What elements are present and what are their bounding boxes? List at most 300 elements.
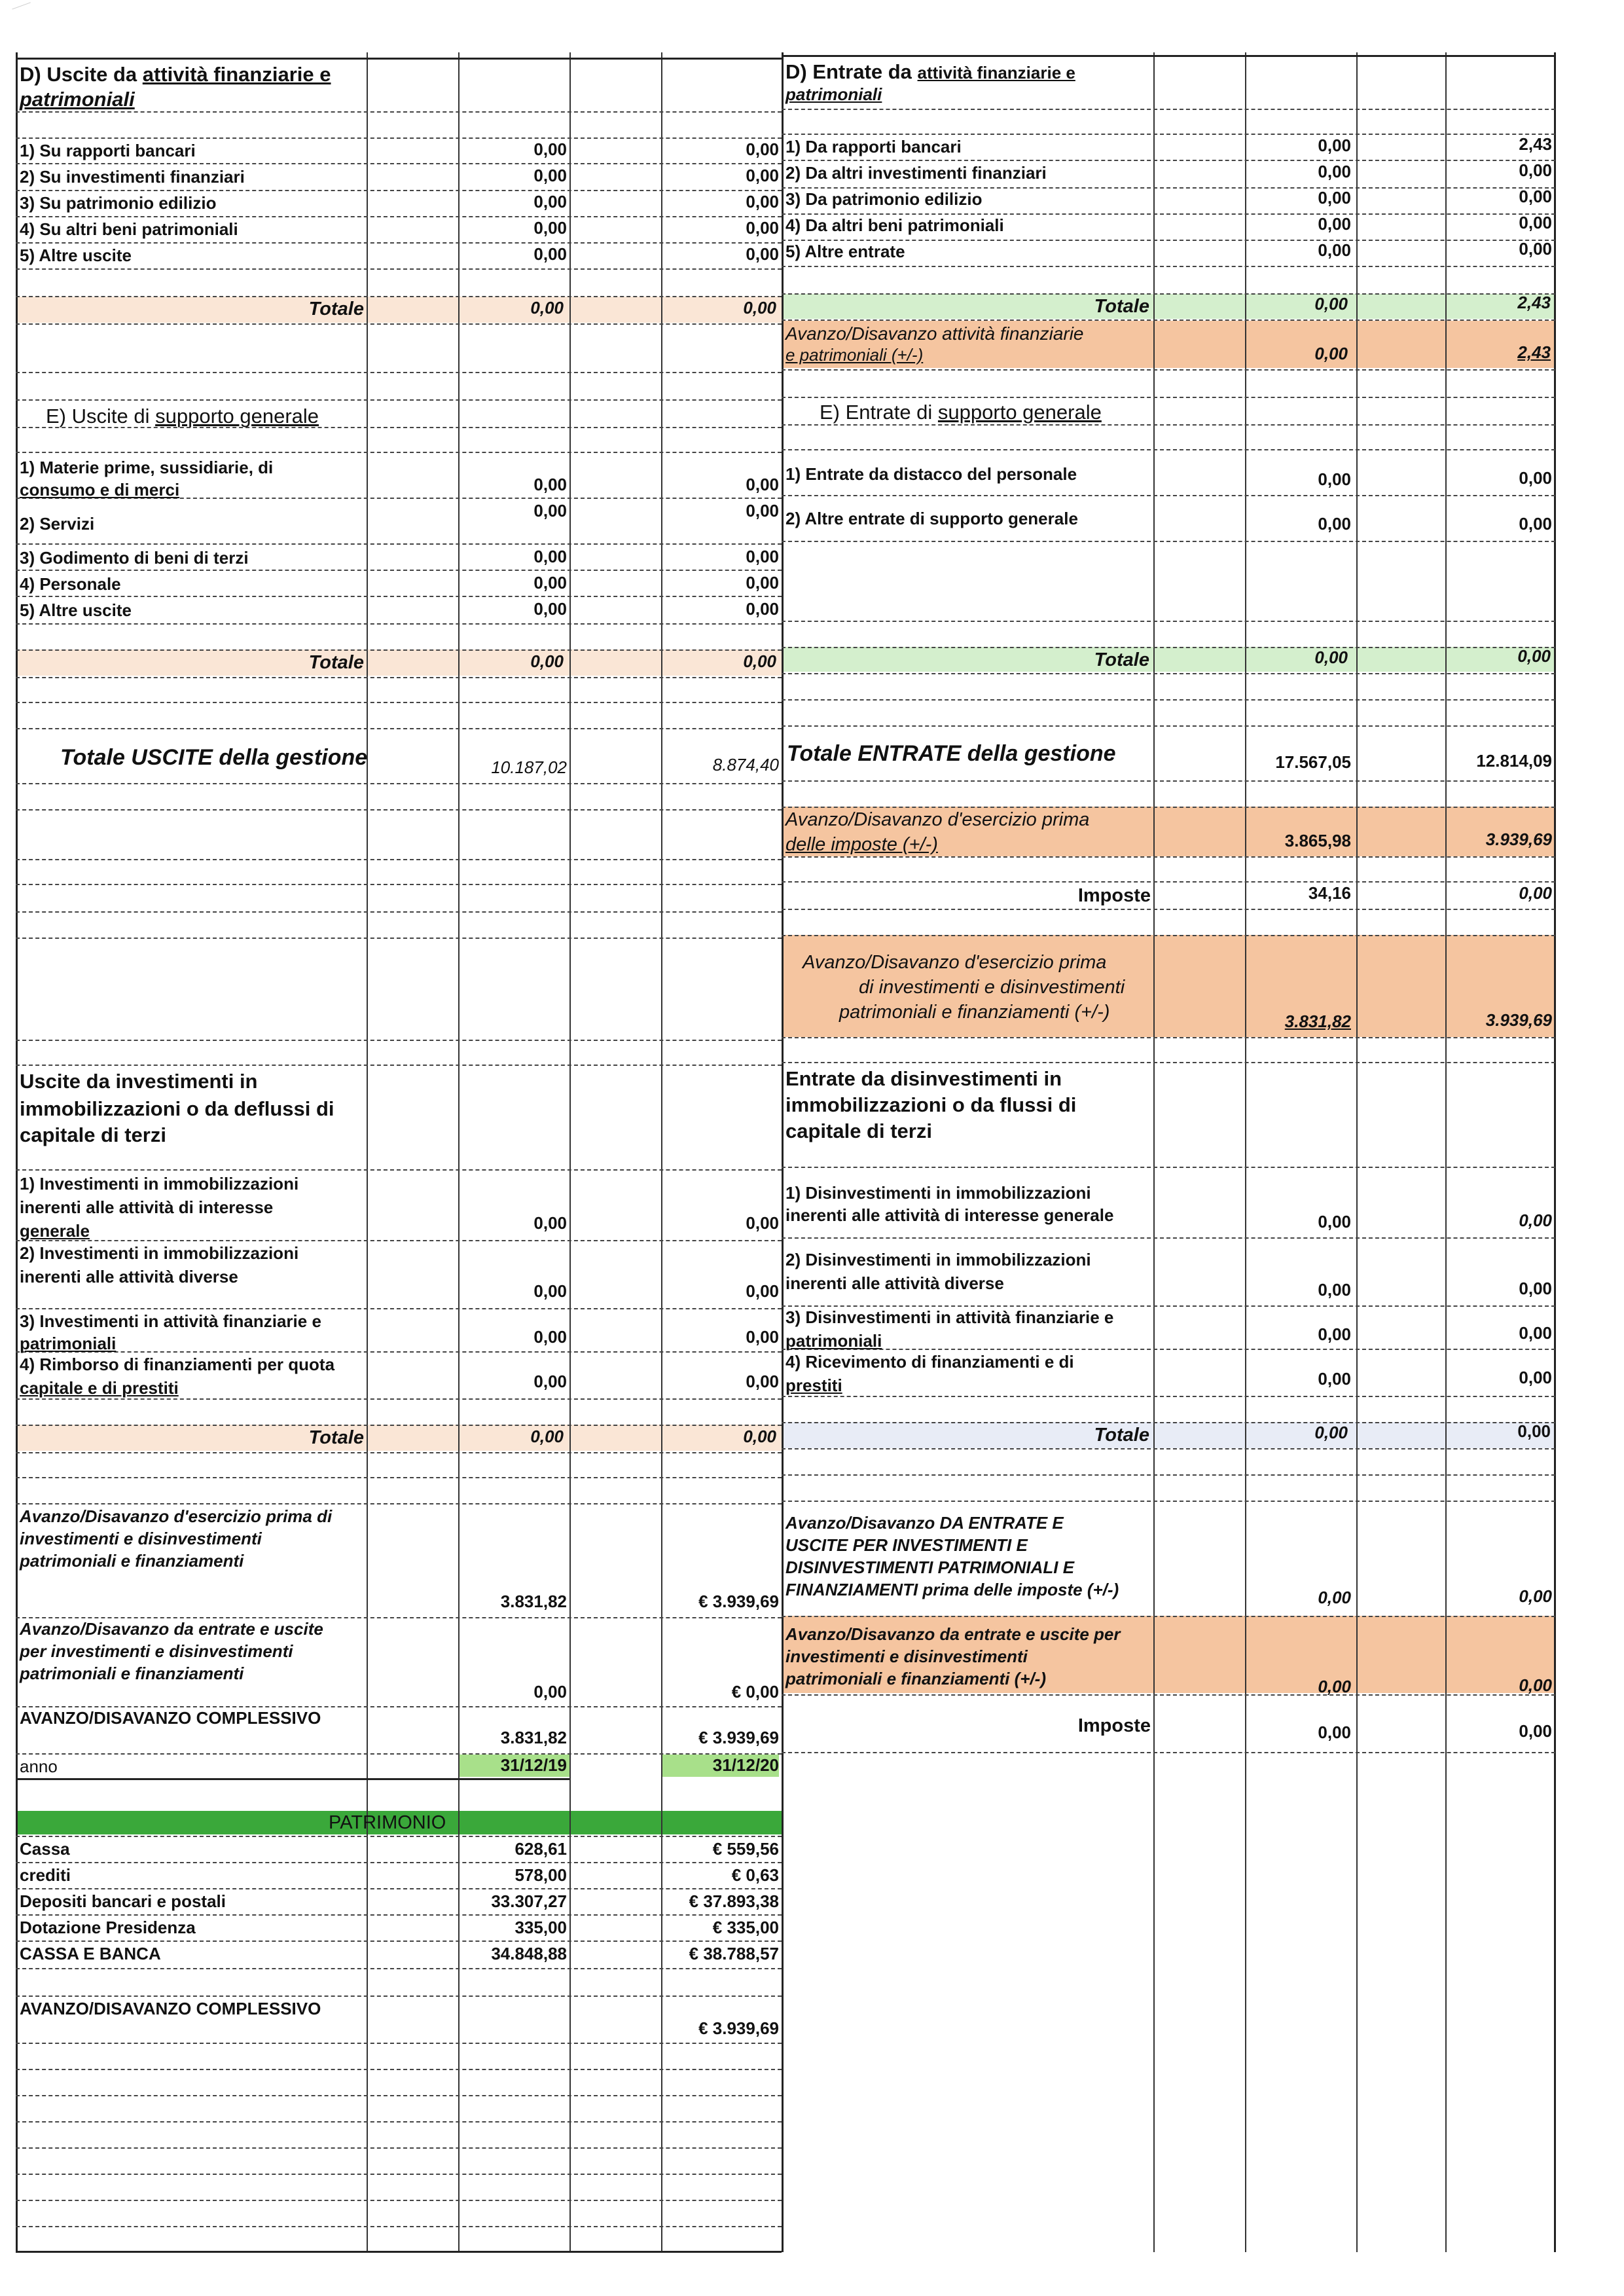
- left-inv-row-v2: 0,00: [746, 1327, 779, 1347]
- grid-line: [782, 397, 1555, 398]
- right-dis-row-label: 4) Ricevimento di finanziamenti e di: [785, 1352, 1074, 1372]
- grid-line: [16, 1706, 782, 1707]
- left-e-row-label: 1) Materie prime, sussidiarie, di: [20, 458, 274, 477]
- left-summary-v1: 0,00: [533, 1682, 567, 1702]
- right-d-title: D) Entrate da attività finanziarie e: [785, 60, 1075, 83]
- grid-line: [16, 1398, 782, 1400]
- grid-line: [16, 216, 782, 217]
- grid-line: [16, 452, 782, 453]
- left-d-row-v2: 0,00: [746, 166, 779, 185]
- avanzo-invest-label: Avanzo/Disavanzo d'esercizio prima: [803, 952, 1107, 973]
- grid-line: [1153, 52, 1155, 2252]
- grid-line: [782, 647, 1555, 648]
- left-e-row-label: 4) Personale: [20, 574, 121, 594]
- right-dis-row-v1: 0,00: [1318, 1369, 1351, 1389]
- grid-line: [16, 570, 782, 571]
- left-inv-title-line2: immobilizzazioni o da deflussi di: [20, 1097, 334, 1120]
- patrimonio-row-label: Dotazione Presidenza: [20, 1918, 196, 1937]
- grid-line: [782, 187, 1555, 189]
- right-d-row-label: 4) Da altri beni patrimoniali: [785, 215, 1004, 235]
- left-d-title-line2: patrimoniali: [20, 88, 135, 111]
- left-summary-v1: 3.831,82: [500, 1592, 567, 1611]
- right-d-avanzo-label-line2: e patrimoniali (+/-): [785, 345, 924, 365]
- right-e-row-label: 2) Altre entrate di supporto generale: [785, 509, 1078, 528]
- grid-line: [782, 160, 1555, 161]
- avanzo-invest-v1: 3.831,82: [1284, 1011, 1351, 1031]
- right-dis-row-v1: 0,00: [1318, 1212, 1351, 1231]
- grid-line: [661, 52, 662, 2252]
- left-e-row-v1: 0,00: [533, 547, 567, 566]
- avanzo-invest-label-line3: patrimoniali e finanziamenti (+/-): [839, 1002, 1110, 1023]
- grid-line: [782, 293, 1555, 295]
- left-inv-total-v1: 0,00: [530, 1427, 564, 1446]
- left-inv-row-v2: 0,00: [746, 1372, 779, 1391]
- grid-line: [782, 1501, 1555, 1502]
- grid-line: [16, 938, 782, 939]
- right-dis-title-line3: capitale di terzi: [785, 1120, 932, 1142]
- totale-uscite-v2: 8.874,40: [712, 755, 779, 774]
- grid-line: [782, 424, 1555, 426]
- grid-line: [782, 1752, 1555, 1753]
- left-e-total-label: Totale: [308, 652, 364, 673]
- right-avanzo-uscite-label-line3: patrimoniali e finanziamenti (+/-): [785, 1669, 1046, 1688]
- left-e-row-label-line2: consumo e di merci: [20, 480, 180, 500]
- left-e-row-label: 2) Servizi: [20, 514, 95, 534]
- grid-line: [16, 1351, 782, 1353]
- patrimonio-row-v2: € 0,63: [731, 1865, 779, 1885]
- grid-line: [16, 884, 782, 885]
- grid-line: [16, 1169, 782, 1171]
- grid-line: [16, 2043, 782, 2044]
- grid-line: [16, 2147, 782, 2149]
- grid-line: [16, 1617, 782, 1618]
- left-inv-row-v1: 0,00: [533, 1327, 567, 1347]
- grid-line: [16, 702, 782, 703]
- grid-line: [16, 1778, 569, 1780]
- left-inv-total-v2: 0,00: [743, 1427, 776, 1446]
- left-inv-row-label-line2: capitale e di prestiti: [20, 1378, 179, 1398]
- left-e-row-v1: 0,00: [533, 599, 567, 619]
- grid-line: [782, 109, 1555, 110]
- grid-line: [16, 623, 782, 625]
- right-d-total-band: [783, 294, 1554, 319]
- grid-line: [16, 677, 782, 678]
- grid-line: [782, 780, 1555, 782]
- left-d-row-v2: 0,00: [746, 218, 779, 238]
- left-e-row-v1: 0,00: [533, 501, 567, 520]
- scan-mark: [12, 2, 33, 18]
- right-d-row-v2: 0,00: [1519, 160, 1552, 180]
- left-d-row-v2: 0,00: [746, 139, 779, 159]
- grid-line: [782, 1349, 1555, 1350]
- grid-line: [16, 1941, 782, 1942]
- grid-line: [16, 859, 782, 860]
- right-e-title: E) Entrate di supporto generale: [820, 401, 1102, 424]
- left-summary-label: Avanzo/Disavanzo da entrate e uscite: [20, 1619, 323, 1639]
- right-dis-row-label: 1) Disinvestimenti in immobilizzazioni: [785, 1183, 1091, 1203]
- right-d-title-line2: patrimoniali: [785, 84, 882, 104]
- right-dis-row-v2: 0,00: [1519, 1211, 1552, 1230]
- grid-line: [782, 449, 1555, 450]
- grid-line: [16, 1065, 782, 1066]
- grid-line: [1554, 52, 1556, 2252]
- imposte2-label: Imposte: [1077, 1715, 1151, 1736]
- right-dis-total-v1: 0,00: [1314, 1423, 1348, 1442]
- totale-entrate-v1: 17.567,05: [1275, 752, 1351, 772]
- patrimonio-row-v2: € 559,56: [712, 1839, 779, 1859]
- grid-line: [782, 495, 1555, 496]
- right-d-total-v2: 2,43: [1517, 293, 1551, 312]
- grid-line: [782, 1396, 1555, 1397]
- left-e-row-v1: 0,00: [533, 475, 567, 494]
- right-dis-row-v2: 0,00: [1519, 1323, 1552, 1343]
- patrimonio-row-v2: € 38.788,57: [689, 1944, 779, 1963]
- grid-line: [16, 1477, 782, 1478]
- right-dis-row-v2: 0,00: [1519, 1279, 1552, 1298]
- patrimonio-row-v1: 33.307,27: [491, 1891, 567, 1911]
- grid-line: [569, 52, 571, 2252]
- right-d-row-v1: 0,00: [1318, 162, 1351, 181]
- left-summary-label-line3: patrimoniali e finanziamenti: [20, 1664, 244, 1683]
- left-e-title: E) Uscite di supporto generale: [46, 405, 319, 428]
- grid-line: [16, 2174, 782, 2175]
- grid-line: [782, 1305, 1555, 1307]
- grid-line: [782, 909, 1555, 910]
- patrimonio-row-v2: € 335,00: [712, 1918, 779, 1937]
- right-d-row-v2: 0,00: [1519, 213, 1552, 232]
- grid-line: [782, 1237, 1555, 1239]
- grid-line: [782, 881, 1555, 883]
- left-summary-v2: € 0,00: [731, 1682, 779, 1702]
- grid-line: [782, 856, 1555, 858]
- patrimonio-row-v1: 34.848,88: [491, 1944, 567, 1963]
- left-d-row-v2: 0,00: [746, 244, 779, 264]
- grid-line: [16, 111, 782, 113]
- avanzo-imposte-label-line2: delle imposte (+/-): [785, 834, 938, 855]
- right-avanzo-uscite-label: Avanzo/Disavanzo da entrate e uscite per: [785, 1624, 1121, 1644]
- left-e-total-v2: 0,00: [743, 651, 776, 671]
- right-e-row-v2: 0,00: [1519, 514, 1552, 534]
- grid-line: [16, 1308, 782, 1309]
- right-dis-row-v2: 0,00: [1519, 1368, 1552, 1387]
- grid-line: [782, 1616, 1555, 1617]
- left-e-row-v2: 0,00: [746, 547, 779, 566]
- anno-v2: 31/12/20: [712, 1755, 779, 1775]
- right-avanzo-entrate-label: Avanzo/Disavanzo DA ENTRATE E: [785, 1513, 1064, 1533]
- grid-line: [16, 1968, 782, 1969]
- grid-line: [16, 2069, 782, 2070]
- left-e-row-label: 5) Altre uscite: [20, 600, 132, 620]
- grid-line: [782, 699, 1555, 701]
- grid-line: [16, 1753, 782, 1755]
- patrimonio-row-label: Depositi bancari e postali: [20, 1891, 226, 1911]
- grid-line: [782, 213, 1555, 215]
- left-e-row-label: 3) Godimento di beni di terzi: [20, 548, 249, 568]
- grid-line: [16, 399, 782, 401]
- patrimonio-row-v1: 335,00: [514, 1918, 567, 1937]
- grid-line: [16, 2095, 782, 2096]
- left-d-row-v1: 0,00: [533, 166, 567, 185]
- grid-line: [16, 52, 18, 2252]
- grid-line: [16, 809, 782, 811]
- left-d-total-v2: 0,00: [743, 298, 776, 318]
- imposte2-v2: 0,00: [1519, 1721, 1552, 1741]
- left-d-row-label: 5) Altre uscite: [20, 246, 132, 265]
- right-d-row-label: 2) Da altri investimenti finanziari: [785, 163, 1047, 183]
- grid-line: [16, 1503, 782, 1504]
- right-d-total-label: Totale: [1094, 296, 1149, 317]
- left-e-row-v1: 0,00: [533, 573, 567, 592]
- left-complessivo-v2: € 3.939,69: [698, 1728, 779, 1747]
- avanzo-invest-label-line2: di investimenti e disinvestimenti: [859, 977, 1125, 998]
- left-inv-row-label: 2) Investimenti in immobilizzazioni: [20, 1243, 299, 1263]
- left-d-row-label: 4) Su altri beni patrimoniali: [20, 219, 238, 239]
- right-avanzo-uscite-label-line2: investimenti e disinvestimenti: [785, 1647, 1028, 1666]
- left-e-row-v2: 0,00: [746, 599, 779, 619]
- grid-line: [16, 1240, 782, 1241]
- left-inv-row-label: 1) Investimenti in immobilizzazioni: [20, 1174, 299, 1194]
- left-d-total-band: [17, 297, 782, 323]
- left-d-row-v2: 0,00: [746, 192, 779, 211]
- left-e-row-v2: 0,00: [746, 573, 779, 592]
- right-d-row-v1: 0,00: [1318, 136, 1351, 155]
- right-dis-total-label: Totale: [1094, 1425, 1149, 1446]
- right-dis-total-v2: 0,00: [1517, 1421, 1551, 1441]
- left-inv-row-label-line3: generale: [20, 1221, 90, 1241]
- patrimonio-row-v1: 628,61: [514, 1839, 567, 1859]
- grid-line: [782, 1167, 1555, 1168]
- avanzo-imposte-v1: 3.865,98: [1284, 831, 1351, 850]
- left-d-row-label: 1) Su rapporti bancari: [20, 141, 196, 160]
- grid-line: [782, 1062, 1555, 1063]
- grid-line: [782, 673, 1555, 674]
- grid-line: [16, 1888, 782, 1889]
- grid-line: [16, 268, 782, 270]
- grid-line: [16, 58, 782, 60]
- right-dis-row-label-line2: patrimoniali: [785, 1331, 882, 1351]
- left-e-row-v2: 0,00: [746, 475, 779, 494]
- totale-uscite-label: Totale USCITE della gestione: [60, 745, 368, 770]
- left-summary-label: Avanzo/Disavanzo d'esercizio prima di: [20, 1506, 333, 1526]
- grid-line: [16, 2226, 782, 2227]
- imposte2-v1: 0,00: [1318, 1722, 1351, 1742]
- imposte-v1: 34,16: [1308, 883, 1351, 903]
- grid-line: [782, 1037, 1555, 1038]
- grid-line: [16, 296, 782, 297]
- right-e-total-label: Totale: [1094, 649, 1149, 670]
- grid-line: [16, 323, 782, 325]
- grid-line: [16, 2121, 782, 2123]
- totale-uscite-v1: 10.187,02: [491, 757, 567, 777]
- left-inv-total-band: [17, 1425, 782, 1451]
- right-dis-row-label-line2: inerenti alle attività di interesse generale: [785, 1205, 1114, 1225]
- grid-line: [16, 242, 782, 244]
- right-d-avanzo-label: Avanzo/Disavanzo attività finanziarie: [785, 323, 1084, 344]
- grid-line: [782, 52, 784, 2252]
- right-e-row-v1: 0,00: [1318, 514, 1351, 534]
- grid-line: [782, 541, 1555, 542]
- grid-line: [1245, 52, 1246, 2252]
- right-dis-row-v1: 0,00: [1318, 1280, 1351, 1300]
- left-complessivo-label: AVANZO/DISAVANZO COMPLESSIVO: [20, 1708, 321, 1728]
- grid-line: [782, 319, 1555, 321]
- left-inv-row-v1: 0,00: [533, 1281, 567, 1301]
- patrimonio-row-v2: € 37.893,38: [689, 1891, 779, 1911]
- grid-line: [16, 1914, 782, 1916]
- left-d-total-label: Totale: [308, 299, 364, 319]
- left-summary-label-line3: patrimoniali e finanziamenti: [20, 1551, 244, 1571]
- imposte-label: Imposte: [1077, 885, 1151, 906]
- left-inv-row-v1: 0,00: [533, 1372, 567, 1391]
- right-dis-title: Entrate da disinvestimenti in: [785, 1067, 1062, 1090]
- grid-line: [782, 266, 1555, 267]
- left-summary-label-line2: per investimenti e disinvestimenti: [20, 1641, 293, 1661]
- right-dis-row-label: 2) Disinvestimenti in immobilizzazioni: [785, 1250, 1091, 1269]
- right-e-total-band: [783, 647, 1554, 672]
- right-d-row-v1: 0,00: [1318, 188, 1351, 208]
- grid-line: [16, 1425, 782, 1426]
- grid-line: [458, 52, 460, 2252]
- left-inv-total-label: Totale: [308, 1427, 364, 1448]
- grid-line: [16, 783, 782, 784]
- patrimonio-row-label: Cassa: [20, 1839, 70, 1859]
- anno-v1: 31/12/19: [500, 1755, 567, 1775]
- grid-line: [16, 2251, 782, 2253]
- totale-entrate-label: Totale ENTRATE della gestione: [787, 741, 1116, 766]
- left-summary-v2: € 3.939,69: [698, 1592, 779, 1611]
- right-e-total-v1: 0,00: [1314, 647, 1348, 667]
- right-dis-row-label: 3) Disinvestimenti in attività finanziarie e: [785, 1307, 1114, 1327]
- grid-line: [16, 1995, 782, 1997]
- grid-line: [16, 1862, 782, 1863]
- left-d-row-label: 2) Su investimenti finanziari: [20, 167, 245, 187]
- right-dis-row-label-line2: inerenti alle attività diverse: [785, 1273, 1004, 1293]
- right-avanzo-uscite-v2: 0,00: [1519, 1675, 1552, 1695]
- left-d-row-v1: 0,00: [533, 218, 567, 238]
- avanzo-imposte-label: Avanzo/Disavanzo d'esercizio prima: [785, 809, 1090, 830]
- patrimonio-complessivo-label: AVANZO/DISAVANZO COMPLESSIVO: [20, 1999, 321, 2018]
- right-d-row-label: 1) Da rapporti bancari: [785, 137, 962, 156]
- left-d-row-v1: 0,00: [533, 192, 567, 211]
- right-e-row-v1: 0,00: [1318, 469, 1351, 489]
- left-inv-row-label-line2: patrimoniali: [20, 1334, 117, 1353]
- patrimonio-row-v1: 578,00: [514, 1865, 567, 1885]
- left-inv-title-line3: capitale di terzi: [20, 1123, 166, 1146]
- left-e-total-band: [17, 649, 782, 676]
- left-e-total-v1: 0,00: [530, 651, 564, 671]
- grid-line: [782, 621, 1555, 622]
- grid-line: [1356, 52, 1358, 2252]
- grid-line: [782, 1694, 1555, 1696]
- right-avanzo-entrate-label-line2: USCITE PER INVESTIMENTI E: [785, 1535, 1028, 1555]
- right-e-row-label: 1) Entrate da distacco del personale: [785, 464, 1077, 484]
- grid-line: [367, 52, 368, 2252]
- left-inv-title: Uscite da investimenti in: [20, 1070, 258, 1093]
- right-avanzo-entrate-v2: 0,00: [1519, 1586, 1552, 1606]
- right-d-row-label: 3) Da patrimonio edilizio: [785, 189, 983, 209]
- left-d-row-v1: 0,00: [533, 139, 567, 159]
- grid-line: [1445, 52, 1447, 2252]
- left-inv-row-label-line2: inerenti alle attività diverse: [20, 1267, 238, 1286]
- grid-line: [16, 1040, 782, 1041]
- grid-line: [16, 163, 782, 164]
- right-e-row-v2: 0,00: [1519, 468, 1552, 488]
- right-avanzo-entrate-label-line4: FINANZIAMENTI prima delle imposte (+/-): [785, 1580, 1119, 1599]
- grid-line: [782, 134, 1555, 135]
- right-avanzo-entrate-label-line3: DISINVESTIMENTI PATRIMONIALI E: [785, 1558, 1075, 1577]
- grid-line: [16, 137, 782, 139]
- left-d-row-v1: 0,00: [533, 244, 567, 264]
- right-avanzo-uscite-v1: 0,00: [1318, 1677, 1351, 1696]
- grid-line: [16, 543, 782, 545]
- grid-line: [16, 372, 782, 373]
- grid-line: [16, 2200, 782, 2201]
- grid-line: [782, 935, 1555, 936]
- grid-line: [782, 725, 1555, 727]
- grid-line: [782, 1422, 1555, 1423]
- left-inv-row-v2: 0,00: [746, 1281, 779, 1301]
- left-d-total-v1: 0,00: [530, 298, 564, 318]
- right-d-row-label: 5) Altre entrate: [785, 242, 905, 261]
- patrimonio-row-label: crediti: [20, 1865, 71, 1885]
- left-inv-row-label: 3) Investimenti in attività finanziarie e: [20, 1311, 321, 1331]
- grid-line: [782, 807, 1555, 808]
- anno-label: anno: [20, 1757, 58, 1776]
- patrimonio-complessivo-v2: € 3.939,69: [698, 2018, 779, 2038]
- right-d-avanzo-v1: 0,00: [1314, 344, 1348, 363]
- grid-line: [782, 55, 1555, 57]
- left-summary-label-line2: investimenti e disinvestimenti: [20, 1529, 262, 1548]
- grid-line: [782, 1448, 1555, 1449]
- grid-line: [16, 728, 782, 729]
- right-d-avanzo-v2: 2,43: [1517, 342, 1551, 362]
- left-e-row-v2: 0,00: [746, 501, 779, 520]
- grid-line: [782, 240, 1555, 241]
- right-dis-row-label-line2: prestiti: [785, 1376, 842, 1395]
- patrimonio-title: PATRIMONIO: [329, 1812, 446, 1833]
- right-inv-total-band: [783, 1422, 1554, 1448]
- grid-line: [16, 1836, 782, 1837]
- grid-line: [782, 1474, 1555, 1476]
- right-d-total-v1: 0,00: [1314, 294, 1348, 314]
- grid-line: [16, 911, 782, 913]
- left-d-row-label: 3) Su patrimonio edilizio: [20, 193, 217, 213]
- grid-line: [782, 369, 1555, 371]
- patrimonio-row-label: CASSA E BANCA: [20, 1944, 161, 1963]
- grid-line: [16, 649, 782, 651]
- right-dis-row-v1: 0,00: [1318, 1324, 1351, 1344]
- right-avanzo-entrate-v1: 0,00: [1318, 1588, 1351, 1607]
- grid-line: [16, 596, 782, 597]
- avanzo-imposte-v2: 3.939,69: [1485, 829, 1552, 849]
- right-dis-title-line2: immobilizzazioni o da flussi di: [785, 1093, 1077, 1116]
- left-complessivo-v1: 3.831,82: [500, 1728, 567, 1747]
- left-inv-row-label: 4) Rimborso di finanziamenti per quota: [20, 1355, 335, 1374]
- grid-line: [16, 1452, 782, 1453]
- right-d-row-v2: 0,00: [1519, 187, 1552, 206]
- right-d-row-v2: 0,00: [1519, 239, 1552, 259]
- left-d-title: D) Uscite da attività finanziarie e: [20, 63, 331, 86]
- right-d-row-v1: 0,00: [1318, 240, 1351, 260]
- right-d-row-v2: 2,43: [1519, 134, 1552, 154]
- totale-entrate-v2: 12.814,09: [1476, 751, 1552, 771]
- right-e-total-v2: 0,00: [1517, 646, 1551, 666]
- left-inv-row-label-line2: inerenti alle attività di interesse: [20, 1197, 274, 1217]
- imposte-v2: 0,00: [1519, 883, 1552, 903]
- grid-line: [16, 190, 782, 191]
- avanzo-invest-v2: 3.939,69: [1485, 1010, 1552, 1030]
- left-inv-row-v2: 0,00: [746, 1213, 779, 1233]
